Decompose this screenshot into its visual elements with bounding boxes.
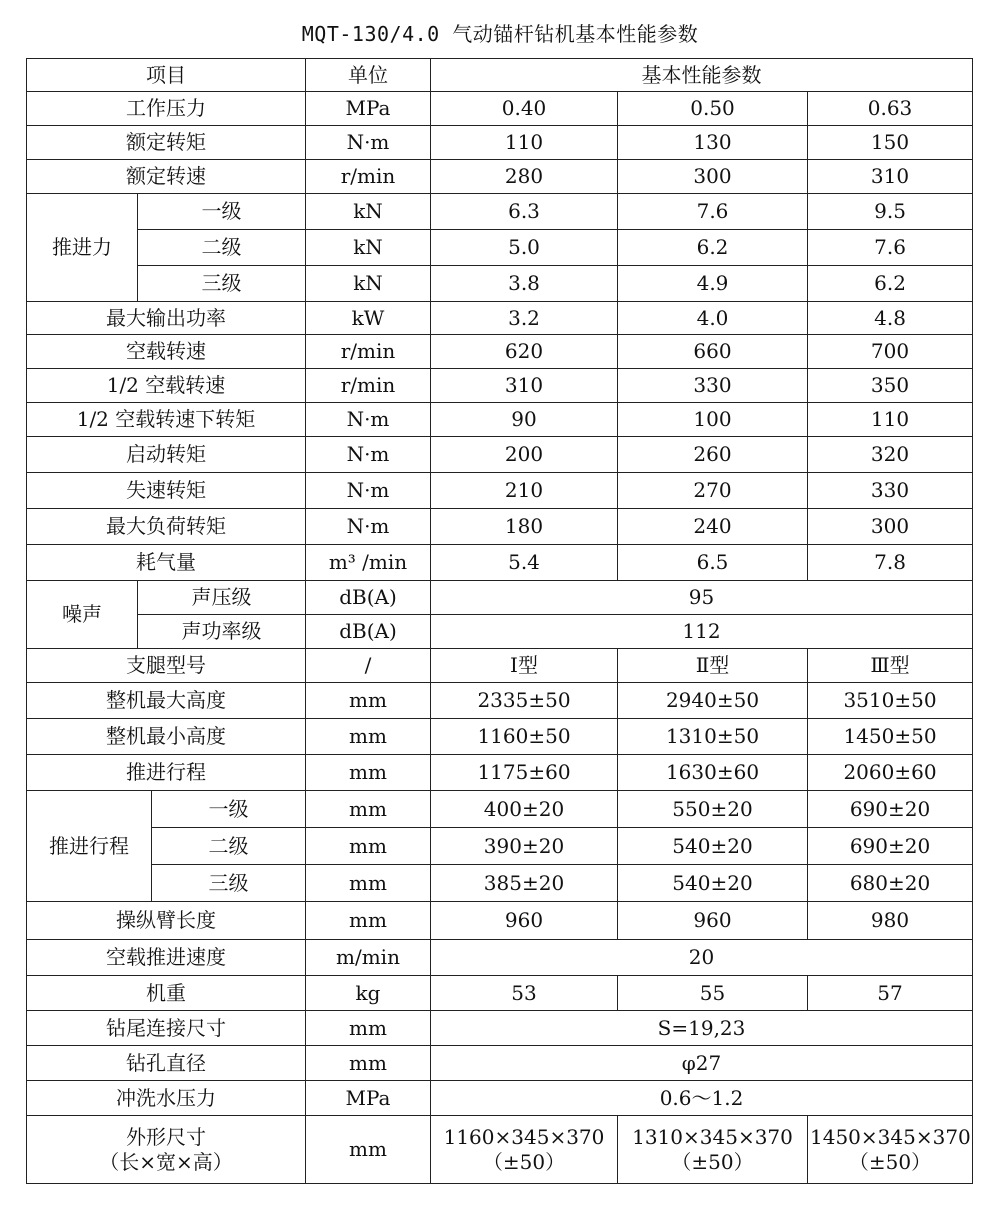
cell-value: 270 (618, 473, 808, 509)
header-unit: 单位 (306, 59, 431, 92)
row-unit: mm (306, 902, 431, 940)
cell-value: 385±20 (431, 865, 618, 902)
sub-label: 一级 (152, 791, 306, 828)
cell-value: 1160±50 (431, 719, 618, 755)
row-unit: kg (306, 976, 431, 1011)
row-unit: N·m (306, 437, 431, 473)
cell-value: 0.63 (808, 92, 973, 126)
cell-value: 3510±50 (808, 683, 973, 719)
table-row (27, 755, 973, 791)
row-unit: mm (306, 1116, 431, 1184)
cell-value: 55 (618, 976, 808, 1011)
row-label: 额定转速 (27, 160, 306, 194)
cell-value: 540±20 (618, 828, 808, 865)
row-label: 操纵臂长度 (27, 902, 306, 940)
dimension-label-line1: 外形尺寸 (126, 1124, 206, 1149)
table-row (27, 791, 973, 828)
cell-value: 7.6 (618, 194, 808, 230)
row-label: 空载转速 (27, 335, 306, 369)
cell-value: 330 (808, 473, 973, 509)
cell-value: 300 (808, 509, 973, 545)
sub-label: 三级 (152, 865, 306, 902)
cell-value: 110 (431, 126, 618, 160)
table-row (27, 828, 973, 865)
table-row (27, 194, 973, 230)
cell-value: 200 (431, 437, 618, 473)
cell-value: 5.4 (431, 545, 618, 581)
dimension-size: 1310×345×370 (632, 1124, 793, 1149)
cell-value: 690±20 (808, 828, 973, 865)
table-row (27, 126, 973, 160)
table-row (27, 230, 973, 266)
cell-value: 100 (618, 403, 808, 437)
row-unit: mm (306, 865, 431, 902)
cell-value: 1630±60 (618, 755, 808, 791)
cell-value: 6.2 (808, 266, 973, 302)
cell-value: 240 (618, 509, 808, 545)
table-row (27, 302, 973, 335)
cell-value: 110 (808, 403, 973, 437)
cell-value: 6.5 (618, 545, 808, 581)
cell-value: 350 (808, 369, 973, 403)
table-row (27, 545, 973, 581)
sub-label: 声压级 (138, 581, 306, 615)
dimension-size: 1160×345×370 (443, 1124, 605, 1149)
cell-value: 300 (618, 160, 808, 194)
row-label: 钻孔直径 (27, 1046, 306, 1081)
cell-value: Ⅰ型 (431, 649, 618, 683)
table-row (27, 160, 973, 194)
row-unit: mm (306, 755, 431, 791)
row-unit: m/min (306, 940, 431, 976)
cell-value: 4.8 (808, 302, 973, 335)
row-unit: MPa (306, 92, 431, 126)
row-unit: mm (306, 1046, 431, 1081)
cell-value: 0.6～1.2 (431, 1081, 973, 1116)
row-unit: dB(A) (306, 581, 431, 615)
cell-value: 95 (431, 581, 973, 615)
cell-value: 2060±60 (808, 755, 973, 791)
cell-value: 4.0 (618, 302, 808, 335)
row-label: 推进行程 (27, 755, 306, 791)
cell-value: 620 (431, 335, 618, 369)
row-label: 最大负荷转矩 (27, 509, 306, 545)
table-row (27, 683, 973, 719)
table-row (27, 1011, 973, 1046)
cell-value (431, 1116, 618, 1184)
row-label: 额定转矩 (27, 126, 306, 160)
row-label: 启动转矩 (27, 437, 306, 473)
row-unit: N·m (306, 509, 431, 545)
cell-value: 53 (431, 976, 618, 1011)
table-row (27, 719, 973, 755)
cell-value: 260 (618, 437, 808, 473)
cell-value: φ27 (431, 1046, 973, 1081)
table-row (27, 437, 973, 473)
cell-value: 6.2 (618, 230, 808, 266)
table-row (27, 266, 973, 302)
table-row (27, 1081, 973, 1116)
row-unit: m³ /min (306, 545, 431, 581)
cell-value: 660 (618, 335, 808, 369)
row-unit: mm (306, 719, 431, 755)
dimension-tolerance: （±50） (671, 1149, 754, 1174)
cell-value (618, 1116, 808, 1184)
cell-value: 0.40 (431, 92, 618, 126)
row-unit: kN (306, 230, 431, 266)
row-unit: N·m (306, 126, 431, 160)
cell-value: 1310±50 (618, 719, 808, 755)
cell-value: 400±20 (431, 791, 618, 828)
table-row (27, 581, 973, 615)
table-row (27, 509, 973, 545)
row-unit: MPa (306, 1081, 431, 1116)
row-label: 空载推进速度 (27, 940, 306, 976)
cell-value: 4.9 (618, 266, 808, 302)
header-row (27, 59, 973, 92)
dimension-tolerance: （±50） (482, 1149, 566, 1174)
row-unit: mm (306, 683, 431, 719)
row-unit: / (306, 649, 431, 683)
row-unit: mm (306, 1011, 431, 1046)
cell-value: 310 (431, 369, 618, 403)
table-row (27, 1046, 973, 1081)
row-label: 支腿型号 (27, 649, 306, 683)
row-unit: mm (306, 791, 431, 828)
cell-value: S=19,23 (431, 1011, 973, 1046)
cell-value: 390±20 (431, 828, 618, 865)
cell-value: 320 (808, 437, 973, 473)
cell-value: 700 (808, 335, 973, 369)
group-label: 噪声 (27, 581, 138, 649)
group-label: 推进行程 (27, 791, 152, 902)
cell-value: 280 (431, 160, 618, 194)
cell-value: 3.2 (431, 302, 618, 335)
row-unit: r/min (306, 369, 431, 403)
row-unit: kN (306, 266, 431, 302)
cell-value: 130 (618, 126, 808, 160)
cell-value: 550±20 (618, 791, 808, 828)
cell-value: 9.5 (808, 194, 973, 230)
sub-label: 三级 (138, 266, 306, 302)
cell-value: Ⅲ型 (808, 649, 973, 683)
table-row (27, 473, 973, 509)
row-label: 机重 (27, 976, 306, 1011)
row-unit: N·m (306, 403, 431, 437)
row-unit: kW (306, 302, 431, 335)
row-label (27, 1116, 306, 1184)
row-label: 耗气量 (27, 545, 306, 581)
cell-value (808, 1116, 973, 1184)
dimension-size: 1450×345×370 (810, 1124, 971, 1149)
table-row (27, 615, 973, 649)
cell-value: 960 (618, 902, 808, 940)
group-label: 推进力 (27, 194, 138, 302)
table-row (27, 902, 973, 940)
row-unit: kN (306, 194, 431, 230)
cell-value: 2335±50 (431, 683, 618, 719)
cell-value: 7.8 (808, 545, 973, 581)
cell-value: Ⅱ型 (618, 649, 808, 683)
table-row (27, 403, 973, 437)
row-label: 最大输出功率 (27, 302, 306, 335)
cell-value: 330 (618, 369, 808, 403)
row-label: 冲洗水压力 (27, 1081, 306, 1116)
cell-value: 57 (808, 976, 973, 1011)
header-params: 基本性能参数 (431, 59, 973, 92)
table-row (27, 940, 973, 976)
cell-value: 690±20 (808, 791, 973, 828)
table-row (27, 865, 973, 902)
cell-value: 5.0 (431, 230, 618, 266)
cell-value: 210 (431, 473, 618, 509)
cell-value: 1450±50 (808, 719, 973, 755)
table-row (27, 369, 973, 403)
sub-label: 二级 (138, 230, 306, 266)
row-unit: r/min (306, 160, 431, 194)
sub-label: 二级 (152, 828, 306, 865)
dimension-label-line2: （长×宽×高） (99, 1149, 233, 1174)
table-row (27, 92, 973, 126)
cell-value: 2940±50 (618, 683, 808, 719)
cell-value: 112 (431, 615, 973, 649)
row-unit: r/min (306, 335, 431, 369)
row-unit: dB(A) (306, 615, 431, 649)
row-label: 1/2 空载转速 (27, 369, 306, 403)
cell-value: 680±20 (808, 865, 973, 902)
page-title: MQT-130/4.0 气动锚杆钻机基本性能参数 (301, 22, 699, 46)
cell-value: 1175±60 (431, 755, 618, 791)
cell-value: 980 (808, 902, 973, 940)
row-label: 整机最小高度 (27, 719, 306, 755)
cell-value: 960 (431, 902, 618, 940)
row-label: 钻尾连接尺寸 (27, 1011, 306, 1046)
sub-label: 声功率级 (138, 615, 306, 649)
cell-value: 150 (808, 126, 973, 160)
cell-value: 3.8 (431, 266, 618, 302)
cell-value: 180 (431, 509, 618, 545)
cell-value: 6.3 (431, 194, 618, 230)
dimension-tolerance: （±50） (848, 1149, 932, 1174)
sub-label: 一级 (138, 194, 306, 230)
cell-value: 0.50 (618, 92, 808, 126)
cell-value: 7.6 (808, 230, 973, 266)
row-unit: mm (306, 828, 431, 865)
cell-value: 90 (431, 403, 618, 437)
cell-value: 310 (808, 160, 973, 194)
table-row (27, 976, 973, 1011)
row-unit: N·m (306, 473, 431, 509)
cell-value: 20 (431, 940, 973, 976)
table-row (27, 335, 973, 369)
spec-table (26, 58, 973, 1184)
header-item: 项目 (27, 59, 306, 92)
table-row (27, 649, 973, 683)
cell-value: 540±20 (618, 865, 808, 902)
row-label: 1/2 空载转速下转矩 (27, 403, 306, 437)
table-row (27, 1116, 973, 1184)
row-label: 失速转矩 (27, 473, 306, 509)
row-label: 整机最大高度 (27, 683, 306, 719)
row-label: 工作压力 (27, 92, 306, 126)
